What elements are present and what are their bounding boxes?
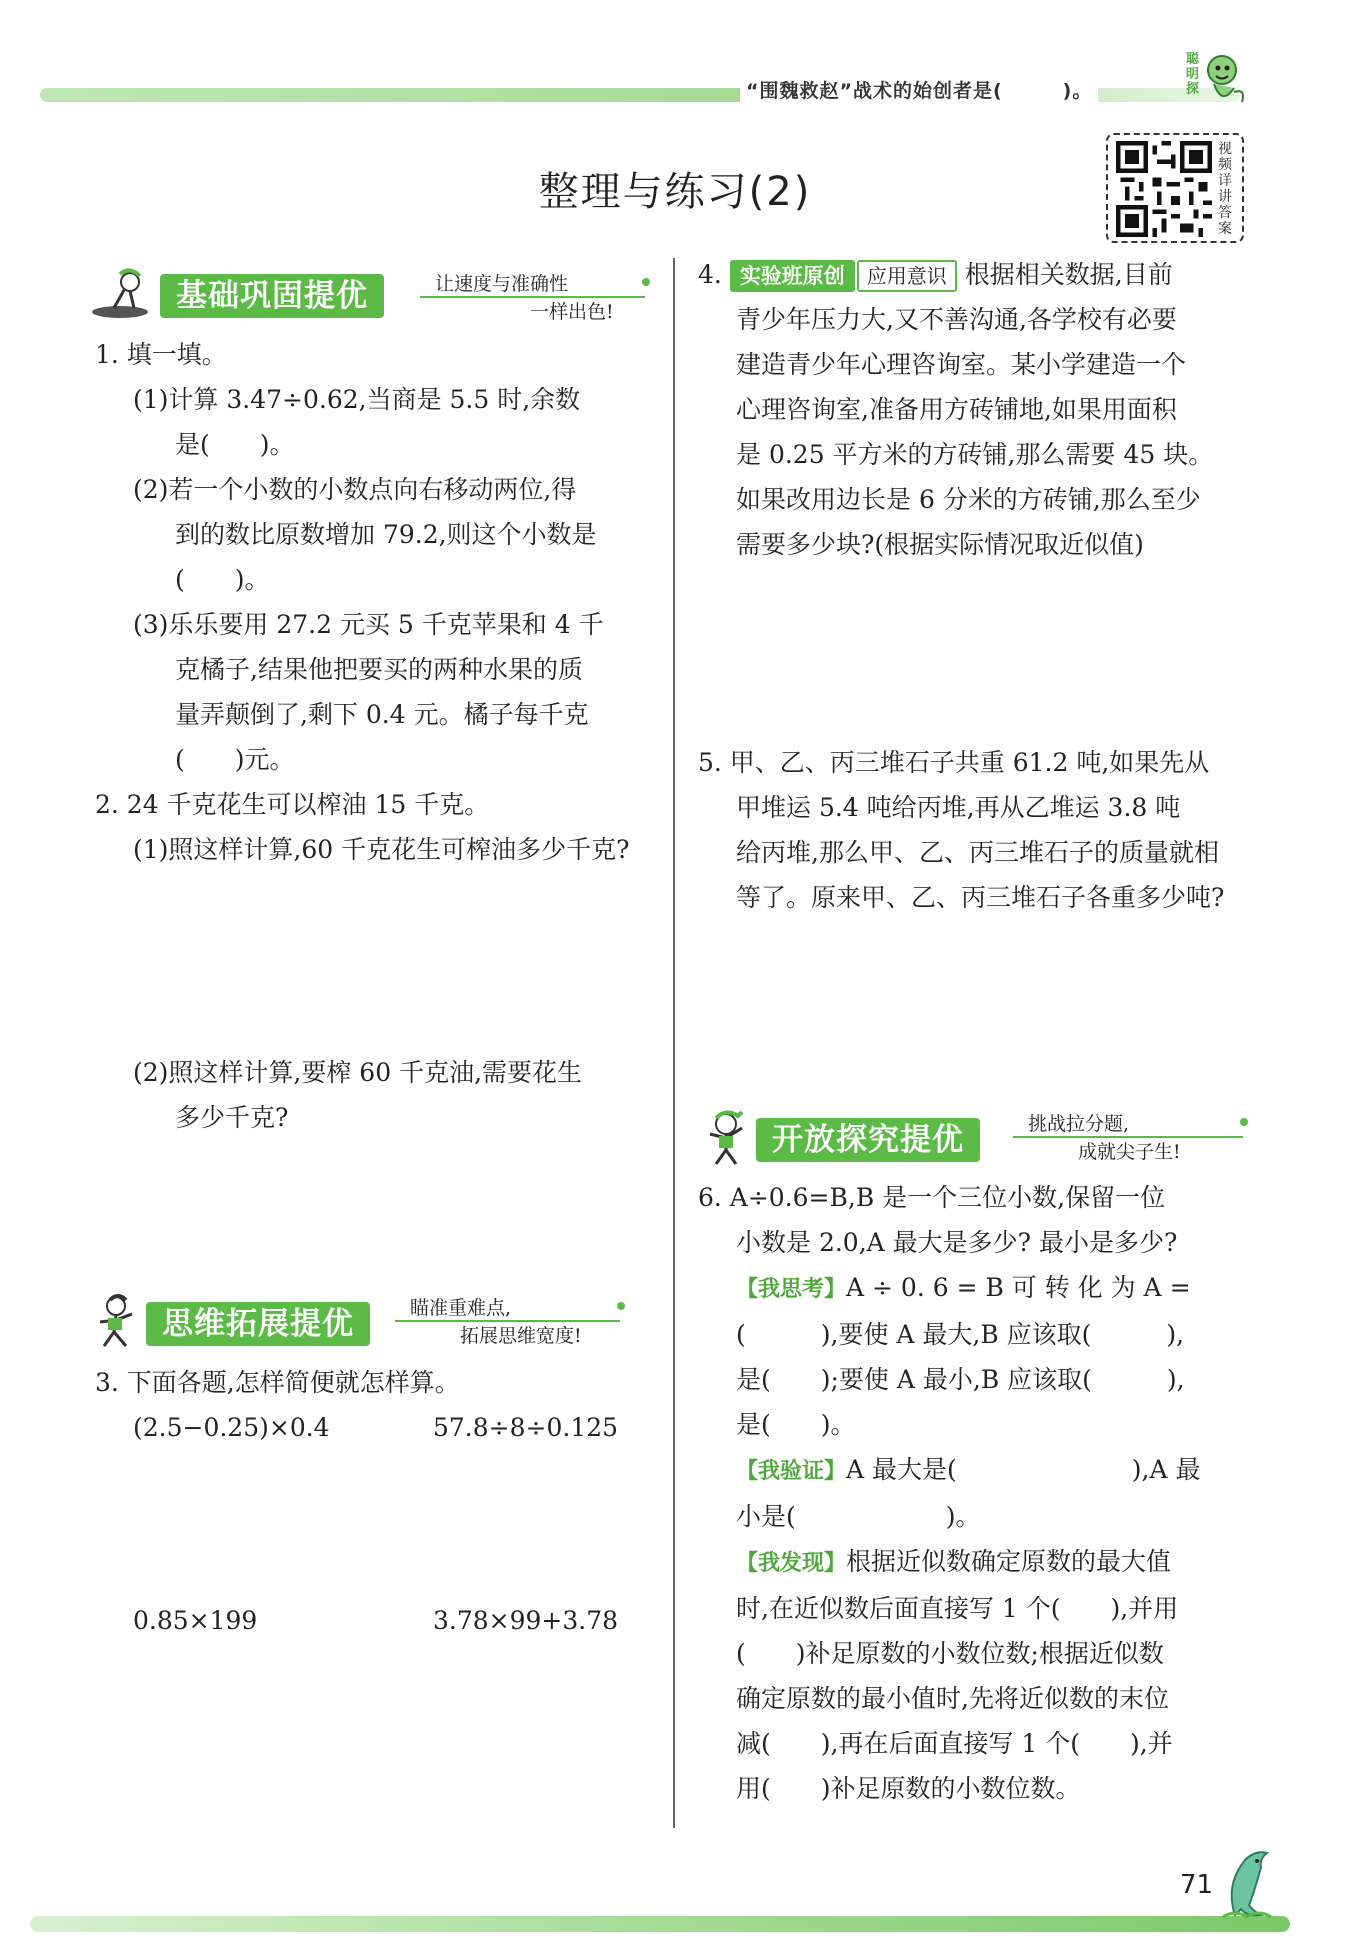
qr-box[interactable] [1106,133,1244,243]
q1-part1-line1: (1)计算 3.47÷0.62,当商是 5.5 时,余数 [133,385,581,414]
q5-line2: 甲堆运 5.4 吨给丙堆,再从乙堆运 3.8 吨 [736,793,1181,822]
q4-line3: 建造青少年心理咨询室。某小学建造一个 [736,350,1187,379]
mascot-label: 聪明探 [1186,52,1200,97]
question-1 [95,332,655,872]
q1-part2-line2: 到的数比原数增加 79.2,则这个小数是 [175,520,597,549]
question-2-part2 [95,1050,655,1140]
q2-stem: 2. 24 千克花生可以榨油 15 千克。 [95,790,490,819]
question-5 [698,740,1258,920]
q5-line3: 给丙堆,那么甲、乙、丙三堆石子的质量就相 [736,838,1219,867]
q4-tag-original: 实验班原创 [730,260,855,292]
q3-expr-3: 0.85×199 [133,1606,258,1635]
section-slogan-open-2: 成就尖子生! [1078,1141,1181,1163]
q3-expr-4: 3.78×99+3.78 [433,1606,619,1635]
q6-think-line3: 是( );要使 A 最小,B 应该取( ), [736,1365,1185,1394]
q1-part2-line1: (2)若一个小数的小数点向右移动两位,得 [133,475,577,504]
q1-part3-line2: 克橘子,结果他把要买的两种水果的质 [175,655,583,684]
header-trivia-question: “围魏救赵”战术的始创者是( )。 [740,76,1098,103]
section-banner-open [698,1108,1258,1168]
q4-number: 4. [698,260,722,289]
q3-stem: 3. 下面各题,怎样简便就怎样算。 [95,1368,460,1397]
section-title-open: 开放探究提优 [756,1118,980,1162]
q6-find-tag: 【我发现】 [736,1551,847,1576]
q6-line2: 小数是 2.0,A 最大是多少? 最小是多少? [736,1228,1178,1257]
q6-think-tag: 【我思考】 [736,1277,847,1302]
q6-verify-line2: 小是( )。 [736,1502,981,1531]
dolphin-icon [1215,1845,1275,1920]
q3-expr-1: (2.5−0.25)×0.4 [133,1413,330,1442]
q1-part3-line1: (3)乐乐要用 27.2 元买 5 千克苹果和 4 千 [133,610,604,639]
section-title-basic: 基础巩固提优 [160,274,384,318]
q4-line4: 心理咨询室,准备用方砖铺地,如果用面积 [736,395,1177,424]
column-divider [673,258,675,1828]
q2-part2-line1: (2)照这样计算,要榨 60 千克油,需要花生 [133,1058,583,1087]
q4-tag-application: 应用意识 [857,260,957,292]
q1-part2-line3: ( )。 [175,565,270,594]
q4-line2: 青少年压力大,又不善沟通,各学校有必要 [736,305,1177,334]
section-slogan-basic-1: 让速度与准确性 [435,273,569,295]
q1-part1-line2: 是( )。 [175,430,295,459]
q6-think-line2: ( ),要使 A 最大,B 应该取( ), [736,1320,1185,1349]
section-slogan-basic-2: 一样出色! [530,301,614,323]
slogan-dot [642,278,650,286]
q6-find-line2: 时,在近似数后面直接写 1 个( ),并用 [736,1594,1179,1623]
bottom-decor-bar [30,1916,1290,1932]
q6-think-line4: 是( )。 [736,1410,856,1439]
waving-kid-icon [698,1108,758,1168]
q6-find-line6: 用( )补足原数的小数位数。 [736,1774,1081,1803]
q5-line4: 等了。原来甲、乙、丙三堆石子各重多少吨? [736,883,1225,912]
qr-label: 视频详讲答案 [1218,141,1232,237]
q6-think-line1: A ÷ 0. 6 = B 可 转 化 为 A = [846,1273,1191,1302]
section-slogan-thinking-2: 拓展思维宽度! [460,1325,582,1347]
q4-line1: 根据相关数据,目前 [964,260,1173,289]
slogan-underline [395,1320,620,1322]
q2-part1: (1)照这样计算,60 千克花生可榨油多少千克? [133,835,630,864]
q1-part3-line4: ( )元。 [175,745,295,774]
qr-code-icon[interactable] [1116,141,1212,237]
section-slogan-thinking-1: 瞄准重难点, [410,1297,512,1319]
section-title-thinking: 思维拓展提优 [146,1302,370,1346]
running-kid-icon [90,1292,150,1352]
q6-find-line3: ( )补足原数的小数位数;根据近似数 [736,1639,1164,1668]
question-6 [698,1175,1258,1811]
q4-line5: 是 0.25 平方米的方砖铺,那么需要 45 块。 [736,440,1214,469]
page-title: 整理与练习(2) [538,169,812,215]
q6-verify-tag: 【我验证】 [736,1459,847,1484]
q1-part3-line3: 量弄颠倒了,剩下 0.4 元。橘子每千克 [175,700,589,729]
q6-find-line1: 根据近似数确定原数的最大值 [846,1547,1172,1576]
section-banner-basic [90,264,650,324]
skateboard-kid-icon [90,264,162,324]
slogan-dot [617,1302,625,1310]
q2-part2-line2: 多少千克? [175,1103,289,1132]
q6-find-line5: 减( ),再在后面直接写 1 个( ),并 [736,1729,1173,1758]
question-4 [698,252,1258,567]
slogan-underline [1013,1136,1243,1138]
q4-line7: 需要多少块?(根据实际情况取近似值) [736,530,1144,559]
q3-expr-2: 57.8÷8÷0.125 [433,1413,619,1442]
section-banner-thinking [90,1292,650,1352]
q5-line1: 5. 甲、乙、丙三堆石子共重 61.2 吨,如果先从 [698,748,1210,777]
page-number: 71 [1180,1870,1214,1900]
q6-verify-line1: A 最大是( ),A 最 [846,1455,1201,1484]
question-3 [95,1360,655,1405]
slogan-underline [420,296,645,298]
section-slogan-open-1: 挑战拉分题, [1028,1113,1130,1135]
q4-line6: 如果改用边长是 6 分米的方砖铺,那么至少 [736,485,1201,514]
q6-line1: 6. A÷0.6=B,B 是一个三位小数,保留一位 [698,1183,1166,1212]
q6-find-line4: 确定原数的最小值时,先将近似数的末位 [736,1684,1169,1713]
q1-stem: 1. 填一填。 [95,340,227,369]
slogan-dot [1240,1118,1248,1126]
